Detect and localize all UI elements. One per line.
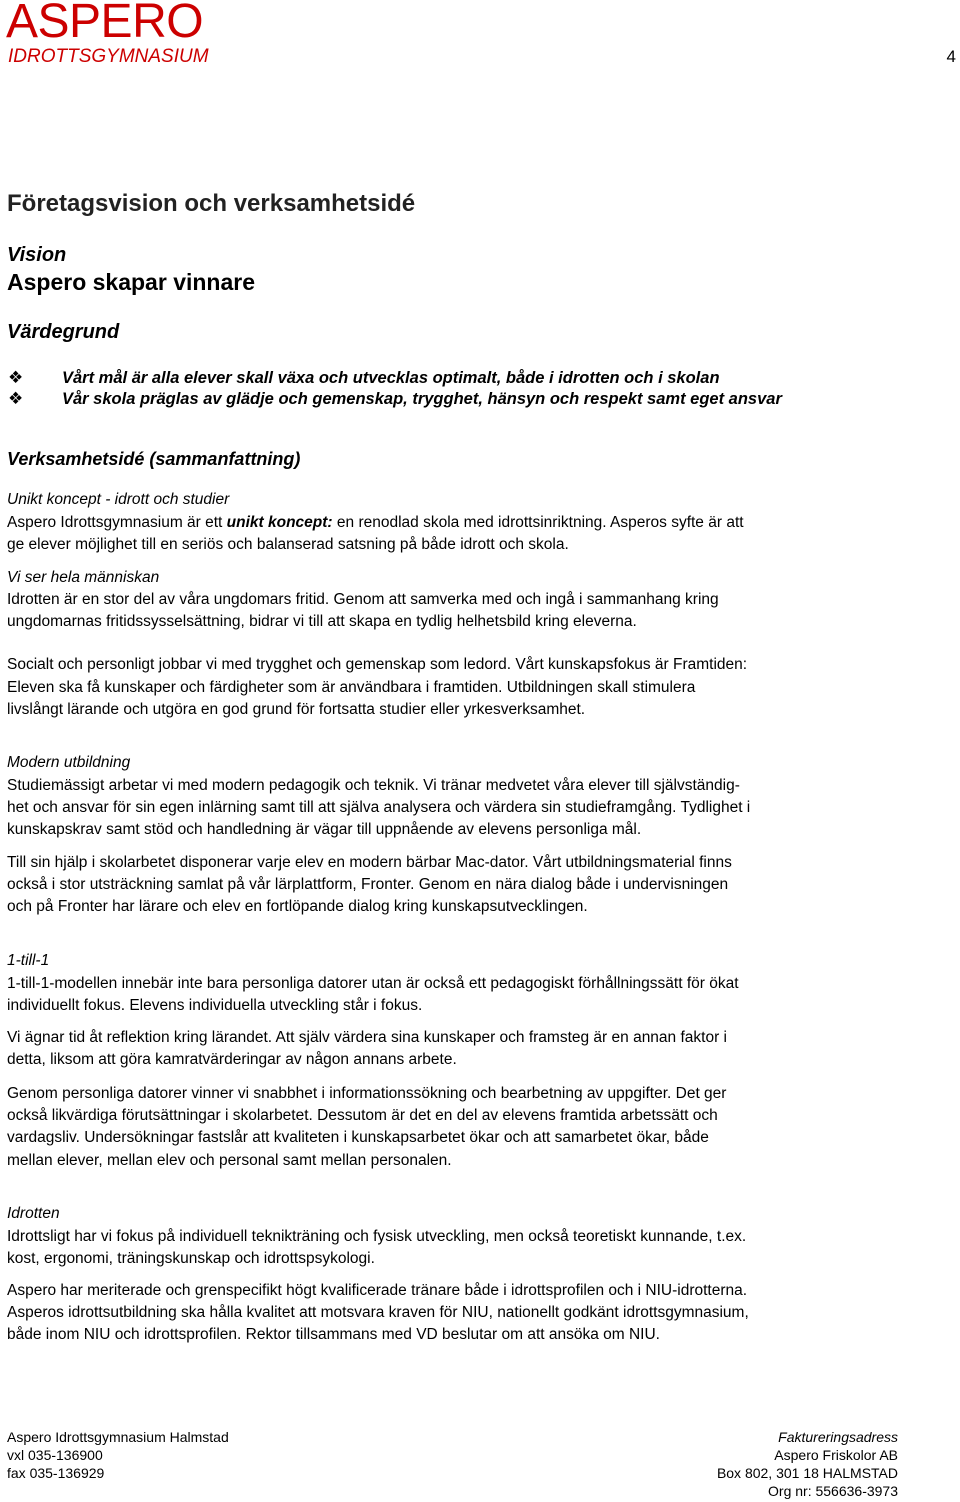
- one-to-one-heading: 1-till-1: [7, 952, 50, 969]
- social-line: livslångt lärande och utgöra en god grund för fortsatta studier eller yrkesverksamhet.: [7, 701, 586, 718]
- one-to-one-line: Genom personliga datorer vinner vi snabbhet i informationssökning och bearbetning av uppgifter. Det ger: [7, 1085, 727, 1102]
- footer-address: Box 802, 301 18 HALMSTAD: [716, 1465, 898, 1481]
- concept-line: ge elever möjlighet till en seriös och balanserad satsning på både idrott och skola.: [7, 536, 569, 553]
- modern-line: och på Fronter har lärare och elev en fortlöpande dialog kring kunskapsutvecklingen.: [7, 898, 588, 915]
- diamond-bullet-icon: ❖: [8, 368, 24, 387]
- vision-slogan: Aspero skapar vinnare: [7, 269, 256, 295]
- one-to-one-line: individuellt fokus. Elevens individuella utveckling står i fokus.: [7, 997, 423, 1014]
- one-to-one-line: Vi ägnar tid åt reflektion kring lärandet. Att själv värdera sina kunskaper och framsteg är en annan faktor i: [7, 1029, 727, 1046]
- one-to-one-line: också likvärdiga förutsättningar i skolarbetet. Dessutom är det en del av elevens framtida arbetssätt och: [7, 1107, 718, 1124]
- sport-heading: Idrotten: [7, 1205, 60, 1222]
- page-title: Företagsvision och verksamhetsidé: [7, 190, 416, 217]
- values-heading: Värdegrund: [7, 321, 120, 343]
- sport-line: Asperos idrottsutbildning ska hålla kvalitet att motsvara kraven för NIU, nationellt godkänt idrottsgymnasium,: [7, 1304, 749, 1321]
- modern-line: het och ansvar för sin egen inlärning samt till att själva analysera och värdera sin studieframgång. Tydlighet i: [7, 799, 751, 816]
- one-to-one-line: mellan elever, mellan elev och personal samt mellan personalen.: [7, 1152, 452, 1169]
- social-line: Socialt och personligt jobbar vi med trygghet och gemenskap som ledord. Vårt kunskapsfokus är Framtiden:: [7, 656, 748, 673]
- concept-heading: Unikt koncept - idrott och studier: [7, 491, 230, 508]
- list-item: [8, 389, 782, 409]
- value-text: Vårt mål är alla elever skall växa och utvecklas optimalt, både i idrotten och i skolan: [62, 369, 720, 387]
- one-to-one-line: detta, liksom att göra kamratvärderingar av någon annans arbete.: [7, 1051, 457, 1068]
- concept-bold: unikt koncept:: [226, 514, 333, 531]
- business-heading: Verksamhetsidé (sammanfattning): [7, 449, 301, 469]
- footer-phone: vxl 035-136900: [7, 1447, 103, 1463]
- footer-billing-heading: Faktureringsadress: [778, 1429, 898, 1445]
- vision-label: Vision: [7, 244, 67, 266]
- concept-pre: Aspero Idrottsgymnasium är ett: [7, 514, 227, 531]
- diamond-bullet-icon: ❖: [8, 389, 24, 408]
- sport-line: kost, ergonomi, träningskunskap och idrottspsykologi.: [7, 1250, 375, 1267]
- one-to-one-line: 1-till-1-modellen innebär inte bara personliga datorer utan är också ett pedagogiskt förhållningssätt för ökat: [7, 975, 739, 992]
- human-heading: Vi ser hela människan: [7, 569, 160, 586]
- sport-line: både inom NIU och idrottsprofilen. Rektor tillsammans med VD beslutar om att ansöka om NIU.: [7, 1326, 660, 1343]
- one-to-one-line: vardagsliv. Undersökningar fastslår att kvaliteten i kunskapsarbetet ökar och att samarbetet ökar, både: [7, 1129, 709, 1146]
- footer-fax: fax 035-136929: [7, 1465, 105, 1481]
- human-line: Idrotten är en stor del av våra ungdomars fritid. Genom att samverka med och ingå i sammanhang kring: [7, 591, 719, 608]
- modern-line: kunskapskrav samt stöd och handledning är vägar till uppnående av elevens personliga mål.: [7, 821, 642, 838]
- list-item: [8, 368, 720, 388]
- modern-line: Till sin hjälp i skolarbetet disponerar varje elev en modern bärbar Mac-dator. Vårt utbildningsmaterial finns: [7, 854, 732, 871]
- value-text: Vår skola präglas av glädje och gemenskap, trygghet, hänsyn och respekt samt eget ansvar: [62, 390, 782, 408]
- modern-line: också i stor utsträckning samlat på vår lärplattform, Fronter. Genom en nära dialog både i undervisningen: [7, 876, 729, 893]
- sport-line: Idrottsligt har vi fokus på individuell teknikträning och fysisk utveckling, men också teoretiskt kunnande, t.ex.: [7, 1228, 747, 1245]
- footer-company: Aspero Friskolor AB: [774, 1447, 898, 1463]
- social-line: Eleven ska få kunskaper och färdigheter som är användbara i framtiden. Utbildningen skall stimulera: [7, 679, 696, 696]
- modern-line: Studiemässigt arbetar vi med modern pedagogik och teknik. Vi tränar medvetet våra elever till självständig-: [7, 777, 740, 794]
- logo-subtitle: IDROTTSGYMNASIUM: [8, 46, 209, 67]
- footer-school-name: Aspero Idrottsgymnasium Halmstad: [7, 1429, 229, 1445]
- logo-title: ASPERO: [6, 0, 204, 48]
- concept-line: [7, 512, 955, 534]
- page-number: 4: [946, 47, 956, 66]
- sport-line: Aspero har meriterade och grenspecifikt högt kvalificerade tränare både i idrottsprofilen och i NIU-idrotterna.: [7, 1282, 748, 1299]
- human-line: ungdomarnas fritidssysselsättning, bidrar vi till att skapa en tydlig helhetsbild kring eleverna.: [7, 613, 637, 630]
- modern-heading: Modern utbildning: [7, 754, 131, 771]
- concept-post: en renodlad skola med idrottsinriktning. Asperos syfte är att: [332, 514, 744, 531]
- footer-org-number: Org nr: 556636-3973: [768, 1483, 898, 1499]
